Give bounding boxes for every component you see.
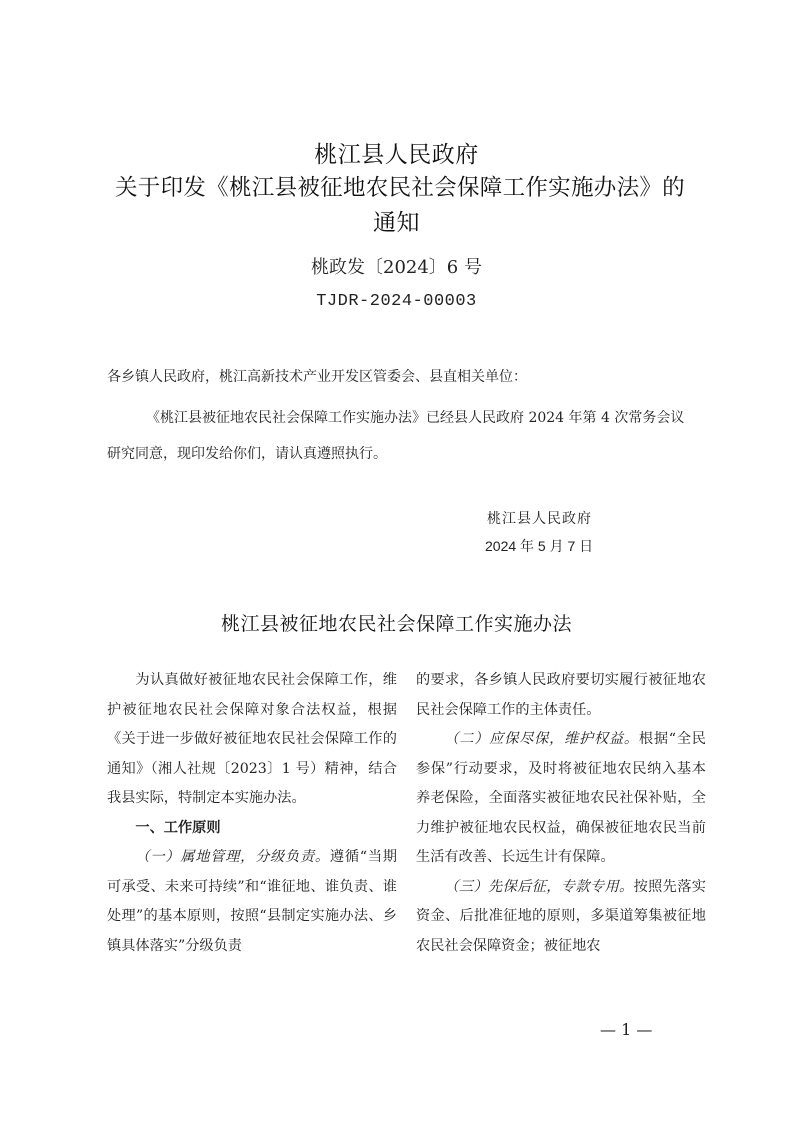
item1-continued: 的要求，各乡镇人民政府要切实履行被征地农民社会保障工作的主体责任。 bbox=[416, 672, 706, 718]
item3-lead: （三）先保后征，专款专用。 bbox=[444, 878, 634, 895]
doc-code: TJDR-2024-00003 bbox=[316, 292, 477, 311]
item3-text: 按照先落实资金、后批准征地的原则，多渠道筹集被征地农民社会保障资金；被征地农 bbox=[416, 878, 706, 954]
column-left bbox=[107, 666, 397, 961]
notice-body: 《桃江县被征地农民社会保障工作实施办法》已经县人民政府 2024 年第 4 次常务会议研究同意，现印发给你们，请认真遵照执行。 bbox=[107, 410, 685, 462]
item1-paragraph bbox=[107, 843, 397, 961]
doc-number: 桃政发〔2024〕6 号 bbox=[311, 257, 482, 278]
column-right bbox=[416, 666, 706, 961]
item2-text: 根据“全民参保”行动要求，及时将被征地农民纳入基本养老保险，全面落实被征地农民社保补贴，全力维护被征地农民权益，确保被征地农民当前生活有改善、长远生计有保障。 bbox=[416, 731, 706, 865]
addressee: 各乡镇人民政府，桃江高新技术产业开发区管委会、县直相关单位： bbox=[107, 369, 527, 385]
item1-text-part1: 遵循“当期可承受、未来可持续”和“谁征地、谁负责、谁处理”的基本原则，按照“县制定实施办法、乡镇具体落实”分级负责 bbox=[107, 849, 397, 954]
item3-paragraph bbox=[416, 873, 706, 962]
doc-title-line1: 桃江县人民政府 bbox=[314, 142, 479, 168]
item1-lead: （一）属地管理，分级负责。 bbox=[135, 849, 330, 865]
intro-paragraph: 为认真做好被征地农民社会保障工作，维护被征地农民社会保障对象合法权益，根据《关于进一步做好被征地农民社会保障工作的通知》（湘人社规〔2023〕1 号）精神，结合我县实际，特制定本实施办法。 bbox=[107, 672, 397, 806]
doc-title-line2: 关于印发《桃江县被征地农民社会保障工作实施办法》的 bbox=[114, 175, 685, 201]
measures-title: 桃江县被征地农民社会保障工作实施办法 bbox=[220, 613, 572, 635]
signature-date: 2024 年 5 月 7 日 bbox=[485, 538, 594, 554]
item2-lead: （二）应保尽保，维护权益。 bbox=[444, 731, 639, 747]
page-number: — 1 — bbox=[600, 1020, 653, 1039]
item2-paragraph bbox=[416, 725, 706, 873]
doc-title-line3: 通知 bbox=[373, 210, 420, 236]
section-heading: 一、工作原则 bbox=[135, 819, 221, 836]
signature-org: 桃江县人民政府 bbox=[487, 511, 592, 527]
